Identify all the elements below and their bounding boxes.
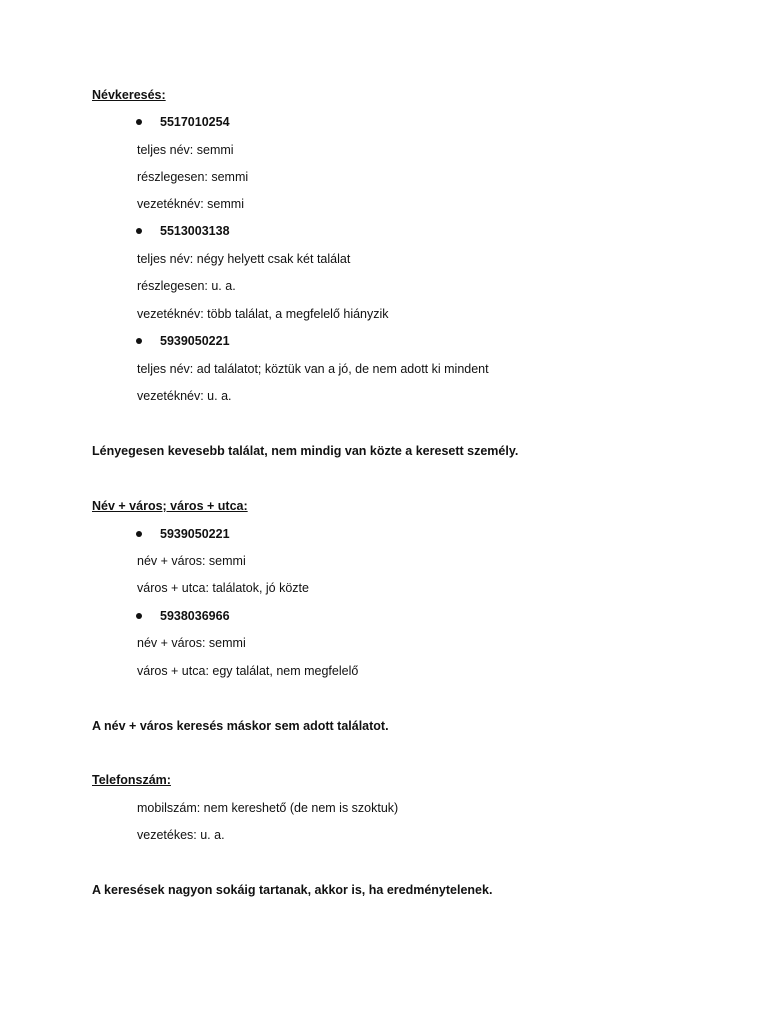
bullet-icon <box>136 338 142 344</box>
record-id: 5513003138 <box>160 224 230 238</box>
record-id: 5517010254 <box>160 115 230 129</box>
result-line: teljes név: semmi <box>137 143 234 157</box>
result-line: vezetéknév: semmi <box>137 197 244 211</box>
result-line: város + utca: egy találat, nem megfelelő <box>137 664 359 678</box>
bullet-icon <box>136 119 142 125</box>
result-line: név + város: semmi <box>137 636 246 650</box>
result-line: részlegesen: u. a. <box>137 279 236 293</box>
bullet-icon <box>136 531 142 537</box>
summary-paragraph: A keresések nagyon sokáig tartanak, akkor is, ha eredménytelenek. <box>92 883 493 897</box>
bullet-icon <box>136 613 142 619</box>
section-heading-name-search: Névkeresés: <box>92 88 166 102</box>
result-line: név + város: semmi <box>137 554 246 568</box>
result-line: mobilszám: nem kereshető (de nem is szoktuk) <box>137 801 399 815</box>
record-id: 5939050221 <box>160 527 230 541</box>
result-line: részlegesen: semmi <box>137 170 249 184</box>
result-line: teljes név: négy helyett csak két találat <box>137 252 351 266</box>
summary-paragraph: Lényegesen kevesebb találat, nem mindig van közte a keresett személy. <box>92 444 519 458</box>
bullet-icon <box>136 228 142 234</box>
result-line: vezetékes: u. a. <box>137 828 225 842</box>
result-line: vezetéknév: több találat, a megfelelő hiányzik <box>137 307 389 321</box>
result-line: teljes név: ad találatot; köztük van a jó, de nem adott ki mindent <box>137 362 489 376</box>
section-heading-name-city-street: Név + város; város + utca: <box>92 499 248 513</box>
record-id: 5939050221 <box>160 334 230 348</box>
section-heading-phone: Telefonszám: <box>92 773 171 787</box>
result-line: város + utca: találatok, jó közte <box>137 581 309 595</box>
result-line: vezetéknév: u. a. <box>137 389 232 403</box>
summary-paragraph: A név + város keresés máskor sem adott találatot. <box>92 719 389 733</box>
record-id: 5938036966 <box>160 609 230 623</box>
